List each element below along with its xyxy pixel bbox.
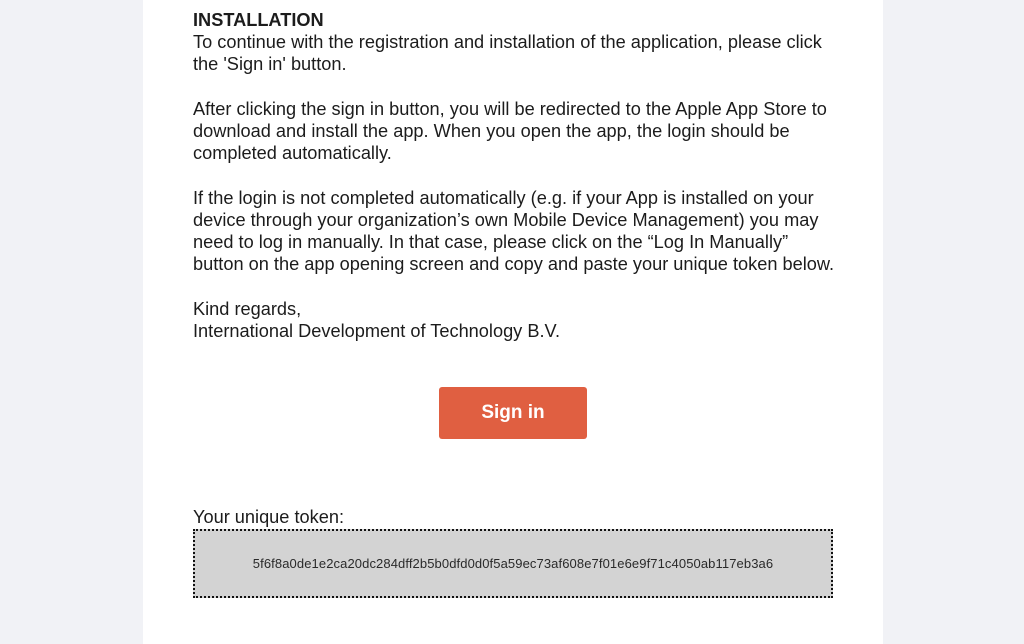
token-box[interactable] bbox=[193, 529, 833, 598]
paragraph-spacer bbox=[193, 275, 843, 297]
redirect-paragraph: After clicking the sign in button, you will be redirected to the Apple App Store to download and install the app. When you open the app, the login should be completed automatically. bbox=[193, 98, 827, 164]
token-label: Your unique token: bbox=[193, 507, 345, 527]
token-value[interactable]: 5f6f8a0de1e2ca20dc284dff2b5b0dfd0d0f5a59ec73af608e7f01e6e9f71c4050ab117eb3a6 bbox=[252, 556, 774, 571]
manual-login-paragraph: If the login is not completed automatically (e.g. if your App is installed on your device through your organization’s own Mobile Device Management) you may need to log in manually. In that case, please click on the “Log In Manually” button on the app opening screen and copy and paste your unique token below. bbox=[193, 187, 835, 275]
closing-text: Kind regards, bbox=[193, 298, 302, 319]
installation-content bbox=[193, 9, 843, 342]
installation-heading: INSTALLATION bbox=[193, 10, 324, 30]
paragraph-spacer bbox=[193, 164, 843, 186]
paragraph-spacer bbox=[193, 76, 843, 98]
signin-container bbox=[439, 387, 587, 439]
intro-paragraph: To continue with the registration and installation of the application, please click the 'Sign in' button. bbox=[193, 32, 822, 75]
email-page bbox=[143, 0, 883, 644]
signature-text: International Development of Technology B.V. bbox=[193, 320, 561, 341]
sign-in-button[interactable]: Sign in bbox=[439, 387, 587, 439]
